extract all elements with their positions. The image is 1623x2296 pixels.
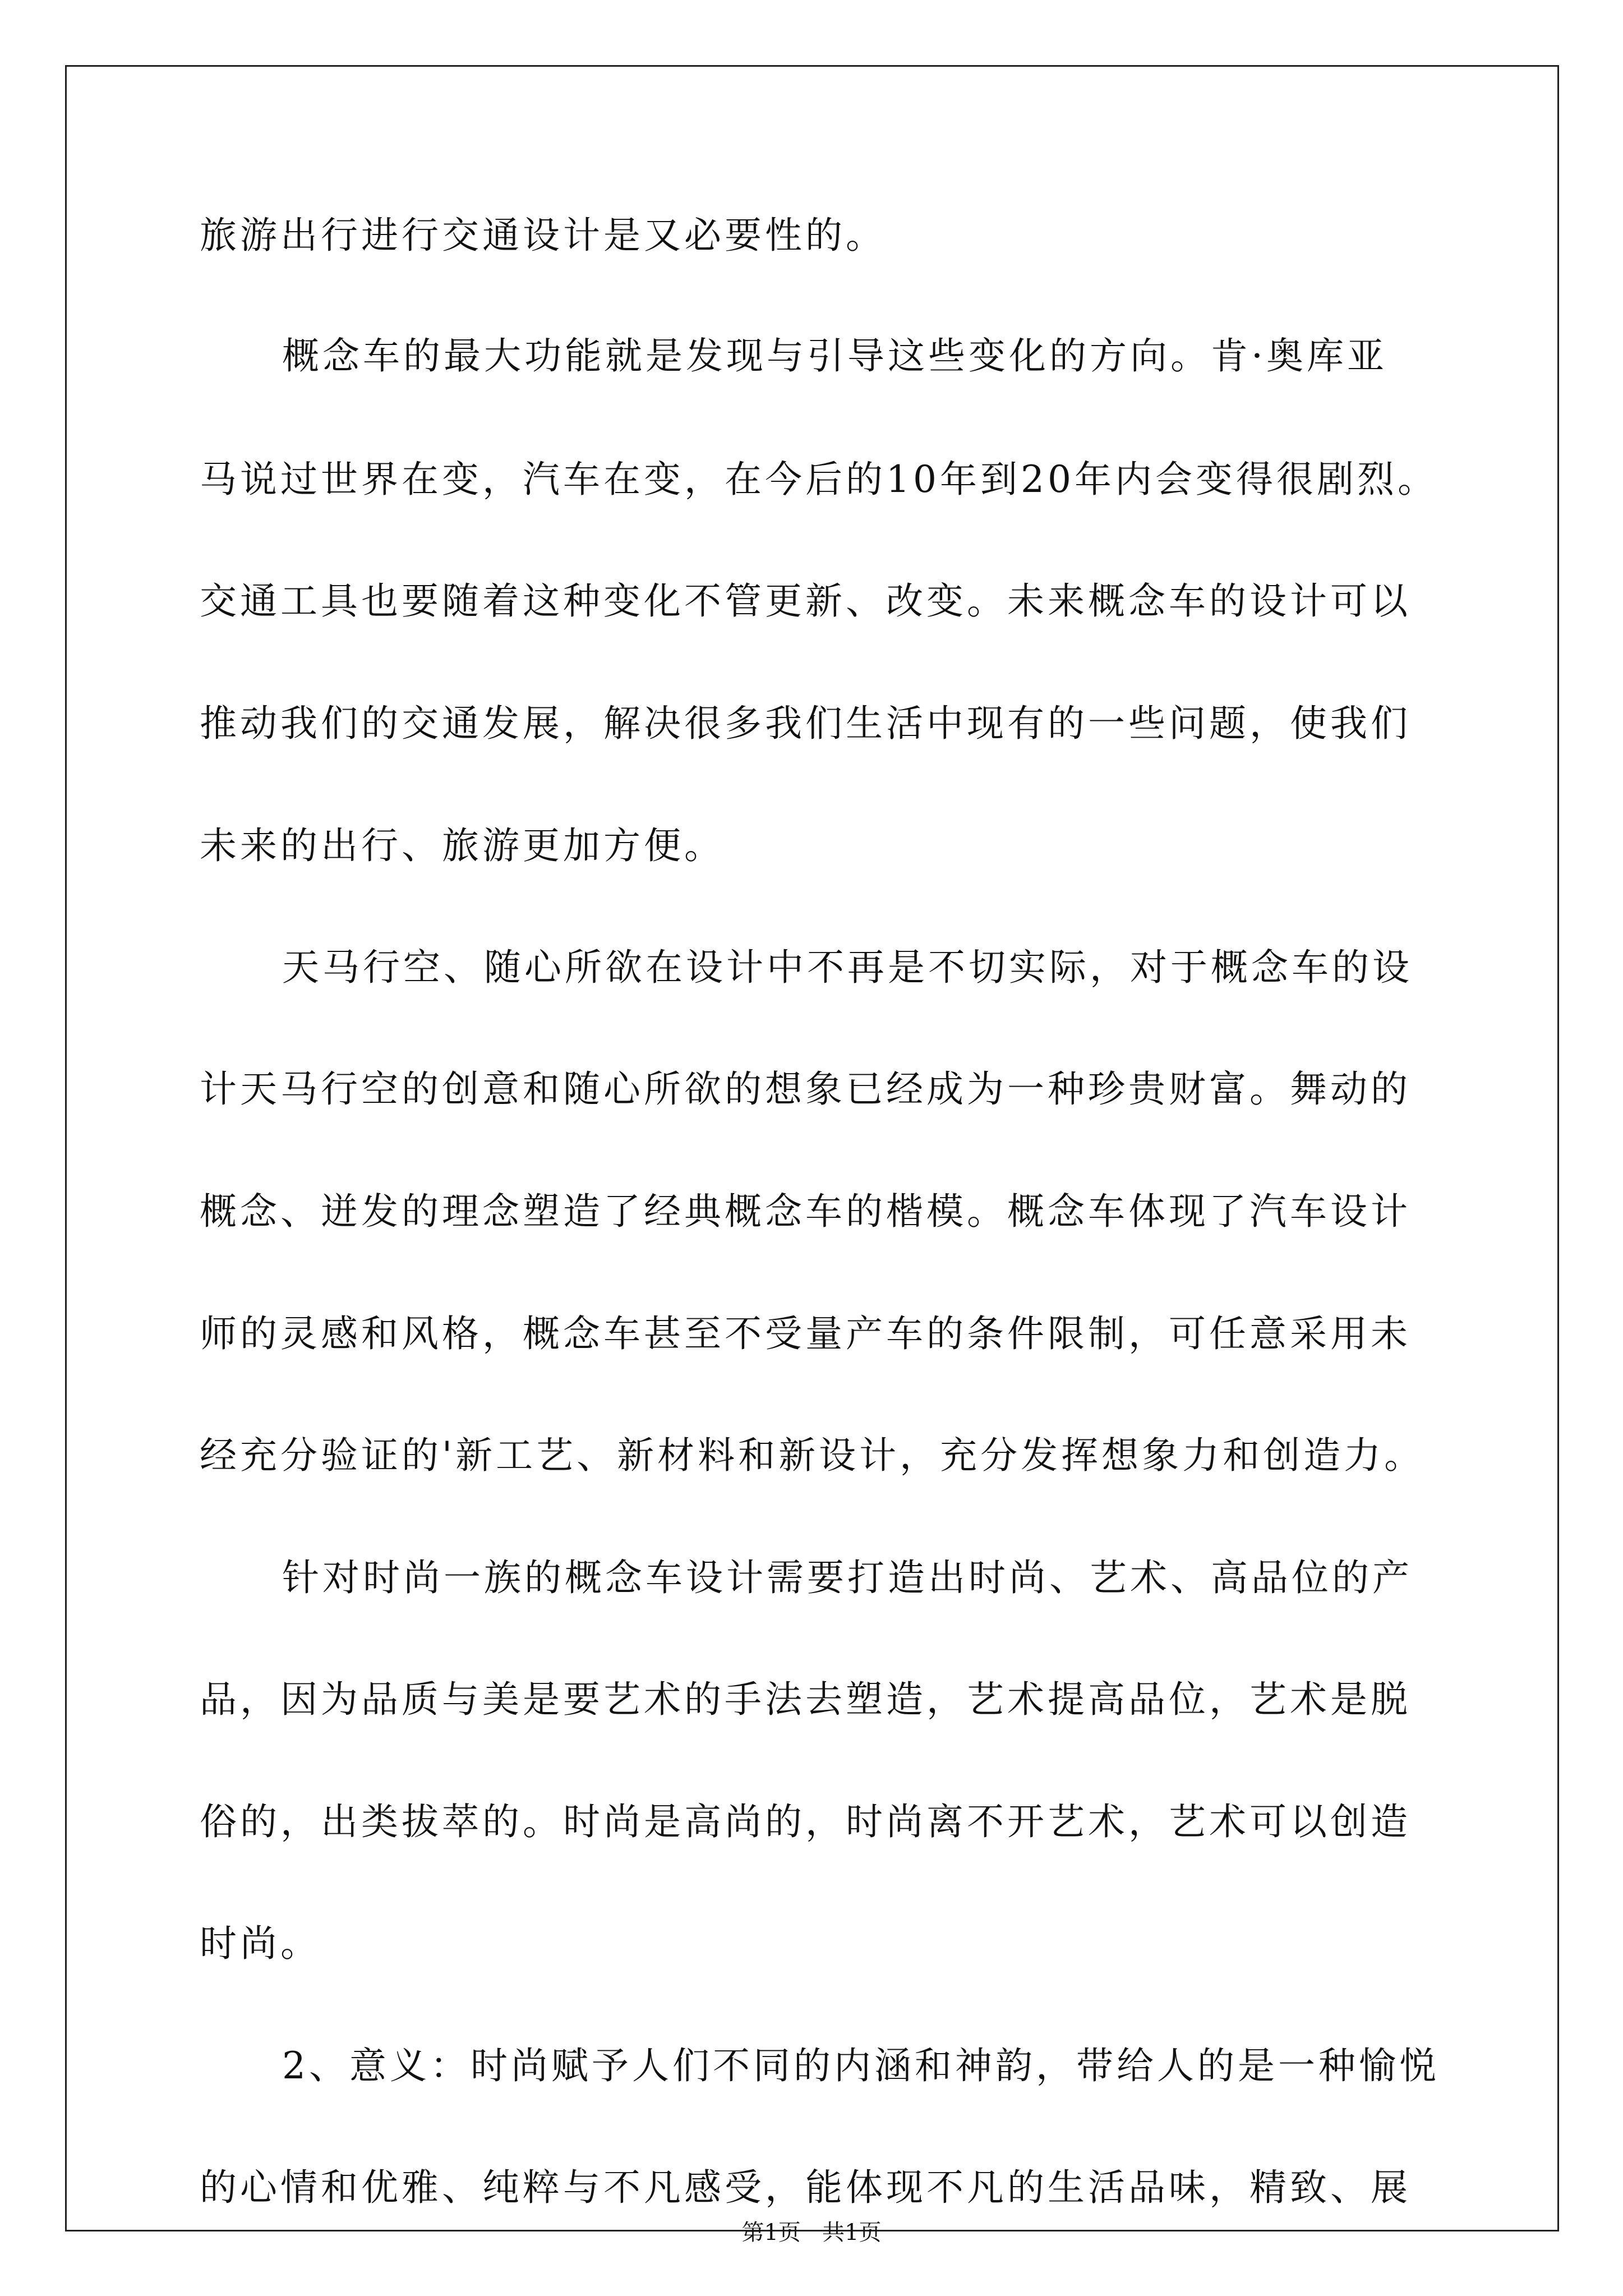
text-line: 师的灵感和风格，概念车甚至不受量产车的条件限制，可任意采用未 (200, 1312, 1411, 1355)
text-line: 交通工具也要随着这种变化不管更新、改变。未来概念车的设计可以 (200, 579, 1411, 623)
paragraph-start: 概念车的最大功能就是发现与引导这些变化的方向。肯·奥库亚 (282, 334, 1387, 378)
text-line: 品，因为品质与美是要艺术的手法去塑造，艺术提高品位，艺术是脱 (200, 1678, 1411, 1721)
text-line: 推动我们的交通发展，解决很多我们生活中现有的一些问题，使我们 (200, 702, 1411, 745)
text-line: 俗的，出类拔萃的。时尚是高尚的，时尚离不开艺术，艺术可以创造 (200, 1800, 1411, 1843)
text-line: 计天马行空的创意和随心所欲的想象已经成为一种珍贵财富。舞动的 (200, 1068, 1411, 1111)
text-line: 的心情和优雅、纯粹与不凡感受，能体现不凡的生活品味，精致、展 (200, 2166, 1411, 2209)
page-footer: 第1页 共1页 (741, 2220, 882, 2246)
paragraph-start: 针对时尚一族的概念车设计需要打造出时尚、艺术、高品位的产 (282, 1556, 1413, 1599)
page-border (65, 65, 1559, 2231)
text-line: 概念、迸发的理念塑造了经典概念车的楷模。概念车体现了汽车设计 (200, 1190, 1411, 1233)
paragraph-start: 2、意义：时尚赋予人们不同的内涵和神韵，带给人的是一种愉悦 (282, 2044, 1440, 2087)
text-line: 时尚。 (200, 1922, 321, 1965)
text-line: 未来的出行、旅游更加方便。 (200, 824, 725, 867)
text-line: 旅游出行进行交通设计是又必要性的。 (200, 214, 886, 257)
text-line: 经充分验证的'新工艺、新材料和新设计，充分发挥想象力和创造力。 (200, 1434, 1425, 1477)
paragraph-start: 天马行空、随心所欲在设计中不再是不切实际，对于概念车的设 (282, 946, 1413, 989)
text-line: 马说过世界在变，汽车在变，在今后的10年到20年内会变得很剧烈。 (200, 458, 1438, 501)
